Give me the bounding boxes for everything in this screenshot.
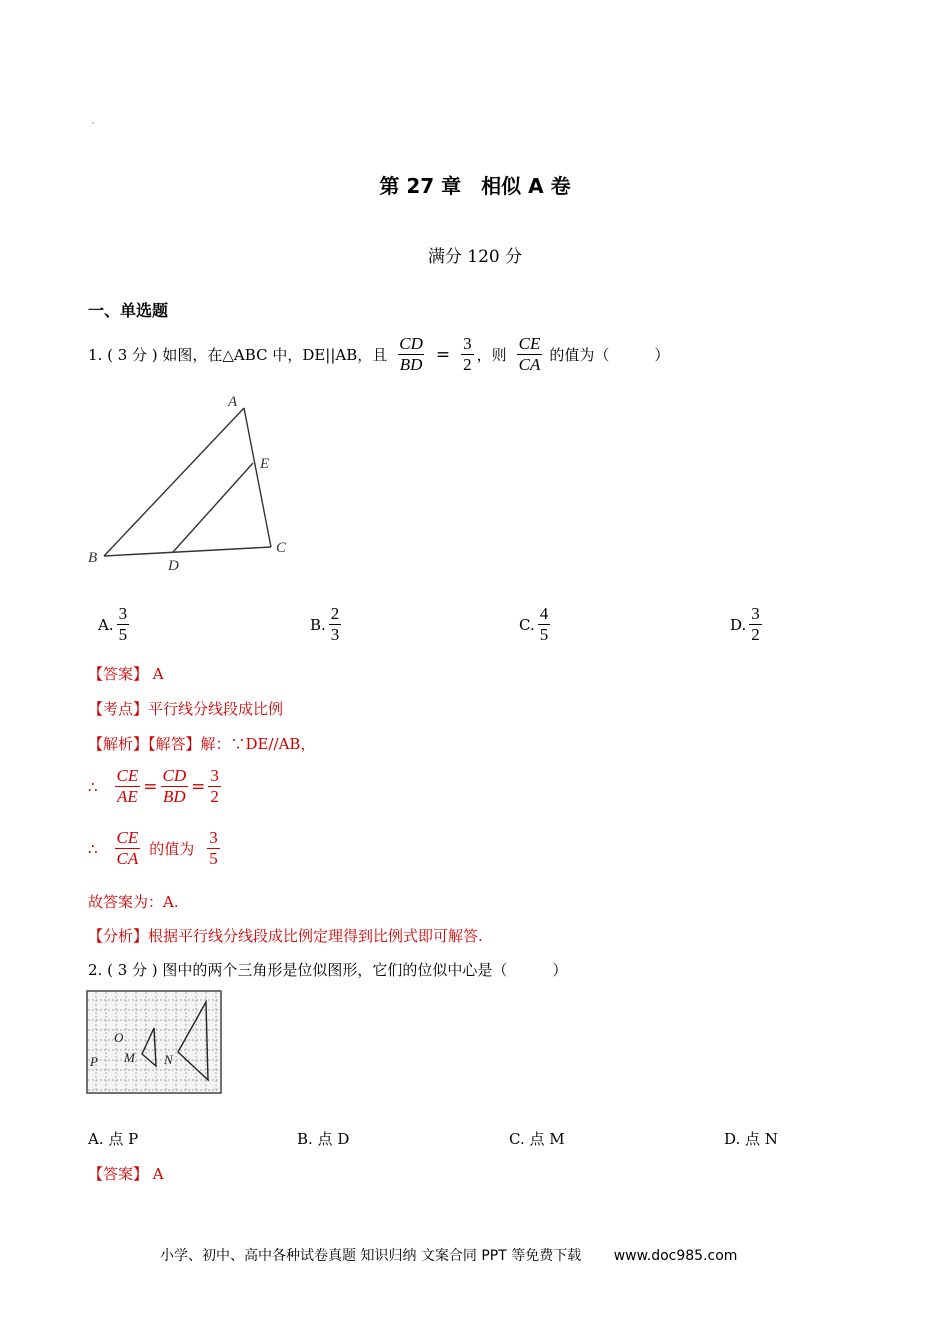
grid-figure	[86, 990, 222, 1094]
label-c: C	[276, 540, 287, 556]
q1-equals: =	[435, 344, 451, 365]
q2-option-c[interactable]: C. 点 M	[509, 1130, 565, 1148]
q1-option-a[interactable]: A. $\frac{3}{5}$	[98, 604, 128, 644]
footer-url[interactable]: www.doc985.com	[613, 1248, 738, 1264]
label-e: E	[260, 456, 270, 472]
q1-prefix: 1. ( 3 分 ) 如图，在△ABC 中，DE||AB，且	[88, 346, 388, 364]
triangle-figure	[84, 390, 304, 580]
grid-label-n: N	[164, 1052, 173, 1067]
q1-option-b[interactable]: B. $\frac{2}{3}$	[310, 604, 340, 644]
grid-label-m: M	[124, 1050, 135, 1065]
q1-answer: 【答案】 A	[88, 665, 164, 683]
label-b: B	[88, 550, 98, 566]
q1-mid: ，则	[476, 346, 507, 364]
q1-conclusion: 故答案为：A.	[88, 893, 179, 911]
q1-step-2: ∴ $\frac{CE}{CA}$ 的值为 $\frac{3}{5}$	[88, 828, 218, 868]
q2-option-a[interactable]: A. 点 P	[88, 1130, 139, 1148]
question-2: 2. ( 3 分 ) 图中的两个三角形是位似图形，它们的位似中心是（ ）	[88, 961, 568, 979]
footer	[160, 1245, 737, 1265]
section-heading: 一、单选题	[88, 301, 169, 320]
q1-jiexi: 【解析】【解答】解：∵DE//AB，	[88, 735, 316, 753]
q2-option-b[interactable]: B. 点 D	[297, 1130, 350, 1148]
q1-suffix: 的值为（ ）	[549, 346, 670, 364]
q1-kaodian: 【考点】平行线分线段成比例	[88, 700, 284, 718]
q1-fraction-ce-ca: $\frac{CE}{CA}$	[518, 334, 541, 374]
q1-fraction-3-2: $\frac{3}{2}$	[463, 334, 472, 374]
label-a: A	[228, 394, 238, 410]
corner-mark: ,	[92, 116, 95, 125]
side-ab	[104, 408, 244, 556]
grid-label-o: O	[114, 1030, 124, 1045]
q2-option-d[interactable]: D. 点 N	[724, 1130, 778, 1148]
side-ac	[244, 408, 271, 547]
q1-step-1: ∴ $\frac{CE}{AE}$ = $\frac{CD}{BD}$ = $\frac{3}{2}$	[88, 766, 219, 806]
q2-answer: 【答案】 A	[88, 1165, 164, 1183]
grid-label-p: P	[90, 1054, 98, 1069]
label-d: D	[168, 558, 179, 574]
full-score: 满分 120 分	[427, 247, 523, 267]
q1-option-d[interactable]: D. $\frac{3}{2}$	[730, 604, 760, 644]
side-bc	[104, 547, 271, 556]
footer-text: 小学、初中、高中各种试卷真题 知识归纳 文案合同 PPT 等免费下载	[160, 1248, 582, 1264]
q1-fraction-cd-bd: $\frac{CD}{BD}$	[399, 334, 423, 374]
page-title: 第 27 章 相似 A 卷	[379, 174, 571, 198]
q1-fenxi: 【分析】根据平行线分线段成比例定理得到比例式即可解答.	[88, 927, 483, 945]
question-1	[88, 334, 669, 375]
q1-option-c[interactable]: C. $\frac{4}{5}$	[519, 604, 549, 644]
segment-de	[173, 463, 253, 552]
